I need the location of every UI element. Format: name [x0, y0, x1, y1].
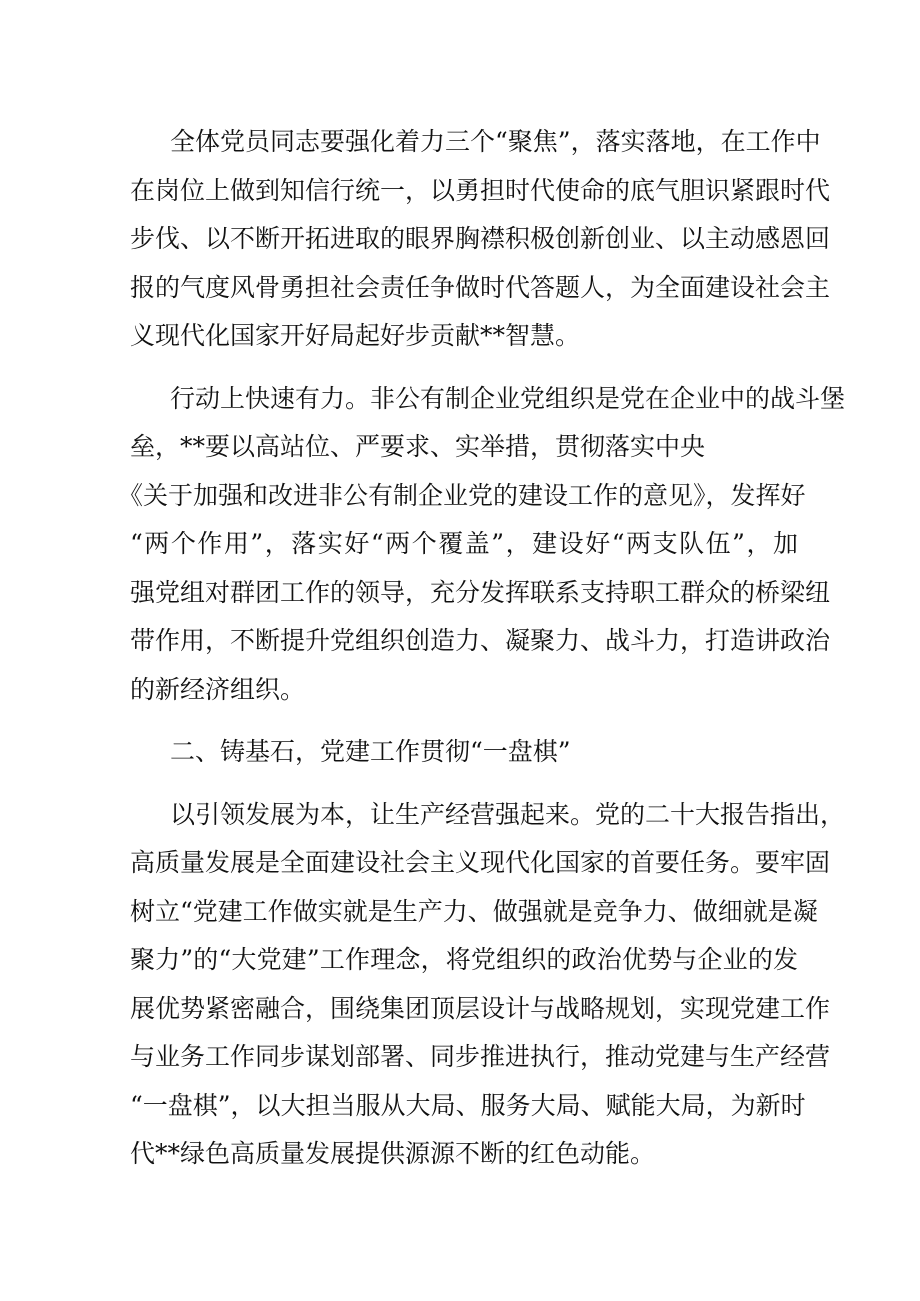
paragraph-gap: [130, 361, 798, 375]
paragraph-line: 以引领发展为本，让生产经营强起来。党的二十大报告指出，: [170, 799, 846, 829]
paragraph-line: 带作用，不断提升党组织创造力、凝聚力、战斗力，打造讲政治: [130, 626, 831, 655]
paragraph-line: 全体党员同志要强化着力三个“聚焦”，落实落地，在工作中: [170, 127, 821, 156]
paragraph-line: 行动上快速有力。非公有制企业党组织是党在企业中的战斗堡: [170, 383, 846, 413]
document-body: [118, 118, 846, 1179]
paragraph-line: 报的气度风骨勇担社会责任争做时代答题人，为全面建设社会主: [130, 272, 831, 302]
paragraph-line: 展优势紧密融合，围绕集团顶层设计与战略规划，实现党建工作: [130, 993, 831, 1023]
paragraph-line: 步伐、以不断开拓进取的眼界胸襟积极创新创业、以主动感恩回: [130, 224, 831, 253]
paragraph-line: 高质量发展是全面建设社会主义现代化国家的首要任务。要牢固: [130, 848, 831, 877]
paragraph-line: “一盘棋”，以大担当服从大局、服务大局、赋能大局，为新时: [130, 1090, 806, 1120]
paragraph-line: 聚力”的“大党建”工作理念，将党组织的政治优势与企业的发: [130, 945, 798, 974]
paragraph-gap: [130, 714, 798, 728]
paragraph-gap: [130, 777, 798, 791]
section-heading-text: 二、铸基石，党建工作贯彻“一盘棋”: [170, 737, 571, 766]
paragraph-party-members: [130, 118, 831, 361]
paragraph-line: 代**绿色高质量发展提供源源不断的红色动能。: [130, 1139, 656, 1168]
paragraph-line: 《关于加强和改进非公有制企业党的建设工作的意见》，发挥好: [118, 480, 806, 510]
paragraph-line: 与业务工作同步谋划部署、同步推进执行，推动党建与生产经营: [130, 1042, 831, 1071]
paragraph-line: 在岗位上做到知信行统一，以勇担时代使命的底气胆识紧跟时代: [130, 175, 831, 205]
paragraph-line: 强党组对群团工作的领导，充分发挥联系支持职工群众的桥梁纽: [130, 577, 831, 607]
section-heading: [130, 728, 798, 777]
paragraph-line: 树立“党建工作做实就是生产力、做强就是竞争力、做细就是凝: [130, 896, 818, 926]
paragraph-line: “两个作用”，落实好“两个覆盖”，建设好“两支队伍”，加: [130, 529, 798, 558]
paragraph-line: 义现代化国家开好局起好步贡献**智慧。: [130, 321, 581, 350]
paragraph-line: 垒，**要以高站位、严要求、实举措，贯彻落实中央: [130, 432, 706, 461]
paragraph-line: 的新经济组织。: [130, 674, 306, 704]
paragraph-development: [130, 791, 846, 1179]
paragraph-action: [118, 375, 846, 715]
